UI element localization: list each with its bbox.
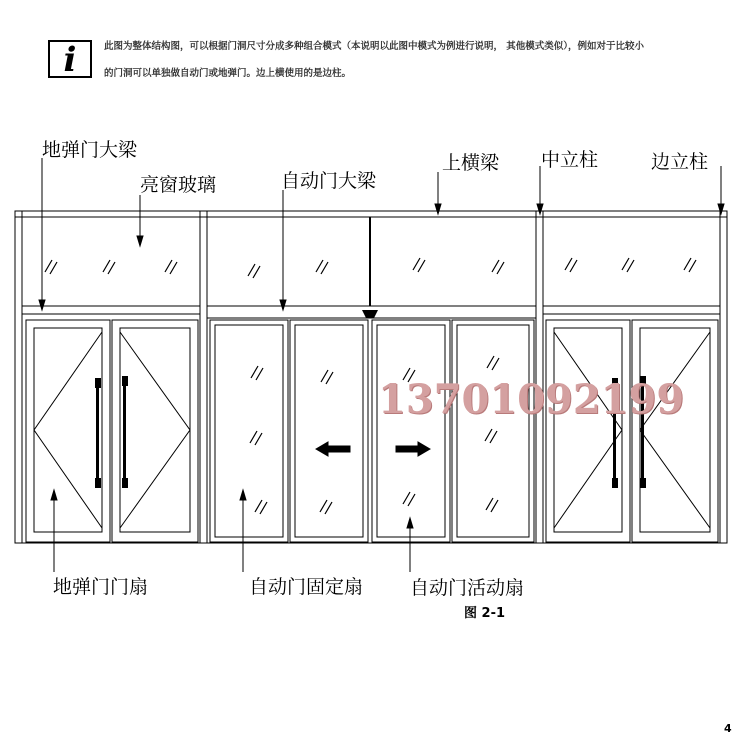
label-floor-spring-leaf: 地弹门门扇	[53, 576, 149, 598]
right-side-post	[720, 211, 727, 543]
label-top-beam: 上横梁	[442, 152, 500, 174]
info-icon: i	[48, 40, 92, 78]
label-middle-post: 中立柱	[541, 149, 599, 171]
label-auto-moving-leaf: 自动门活动扇	[410, 577, 525, 599]
arrow-left-icon	[316, 442, 350, 456]
top-beam	[15, 211, 727, 217]
floor-spring-beam-left	[22, 306, 200, 314]
figure-caption: 图 2-1	[464, 606, 506, 621]
page-number: 4	[724, 722, 732, 735]
middle-post-left	[200, 211, 207, 543]
label-auto-fixed-leaf: 自动门固定扇	[249, 576, 364, 598]
note-line-1: 此图为整体结构图，可以根据门洞尺寸分成多种组合模式（本说明以此图中模式为例进行说明， 其他模式类似），例如对于比较小	[104, 41, 645, 52]
label-floor-spring-beam: 地弹门大梁	[42, 139, 138, 161]
arrow-right-icon	[396, 442, 430, 456]
label-side-post: 边立柱	[651, 151, 709, 173]
label-transom-glass: 亮窗玻璃	[140, 174, 217, 196]
sensor-icon	[362, 310, 378, 318]
label-auto-door-beam: 自动门大梁	[281, 170, 377, 192]
phone-watermark: 13701092199	[378, 376, 685, 423]
right-door-leaf-1	[546, 320, 630, 542]
auto-moving-leaf-left	[290, 320, 368, 542]
auto-fixed-leaf-left	[210, 320, 288, 542]
left-side-post	[15, 211, 22, 543]
floor-spring-beam-right	[543, 306, 720, 314]
auto-moving-leaf-right	[372, 320, 450, 542]
right-door-leaf-2	[632, 320, 718, 542]
note-line-2: 的门洞可以单独做自动门或地弹门。边上横使用的是边柱。	[104, 68, 352, 79]
